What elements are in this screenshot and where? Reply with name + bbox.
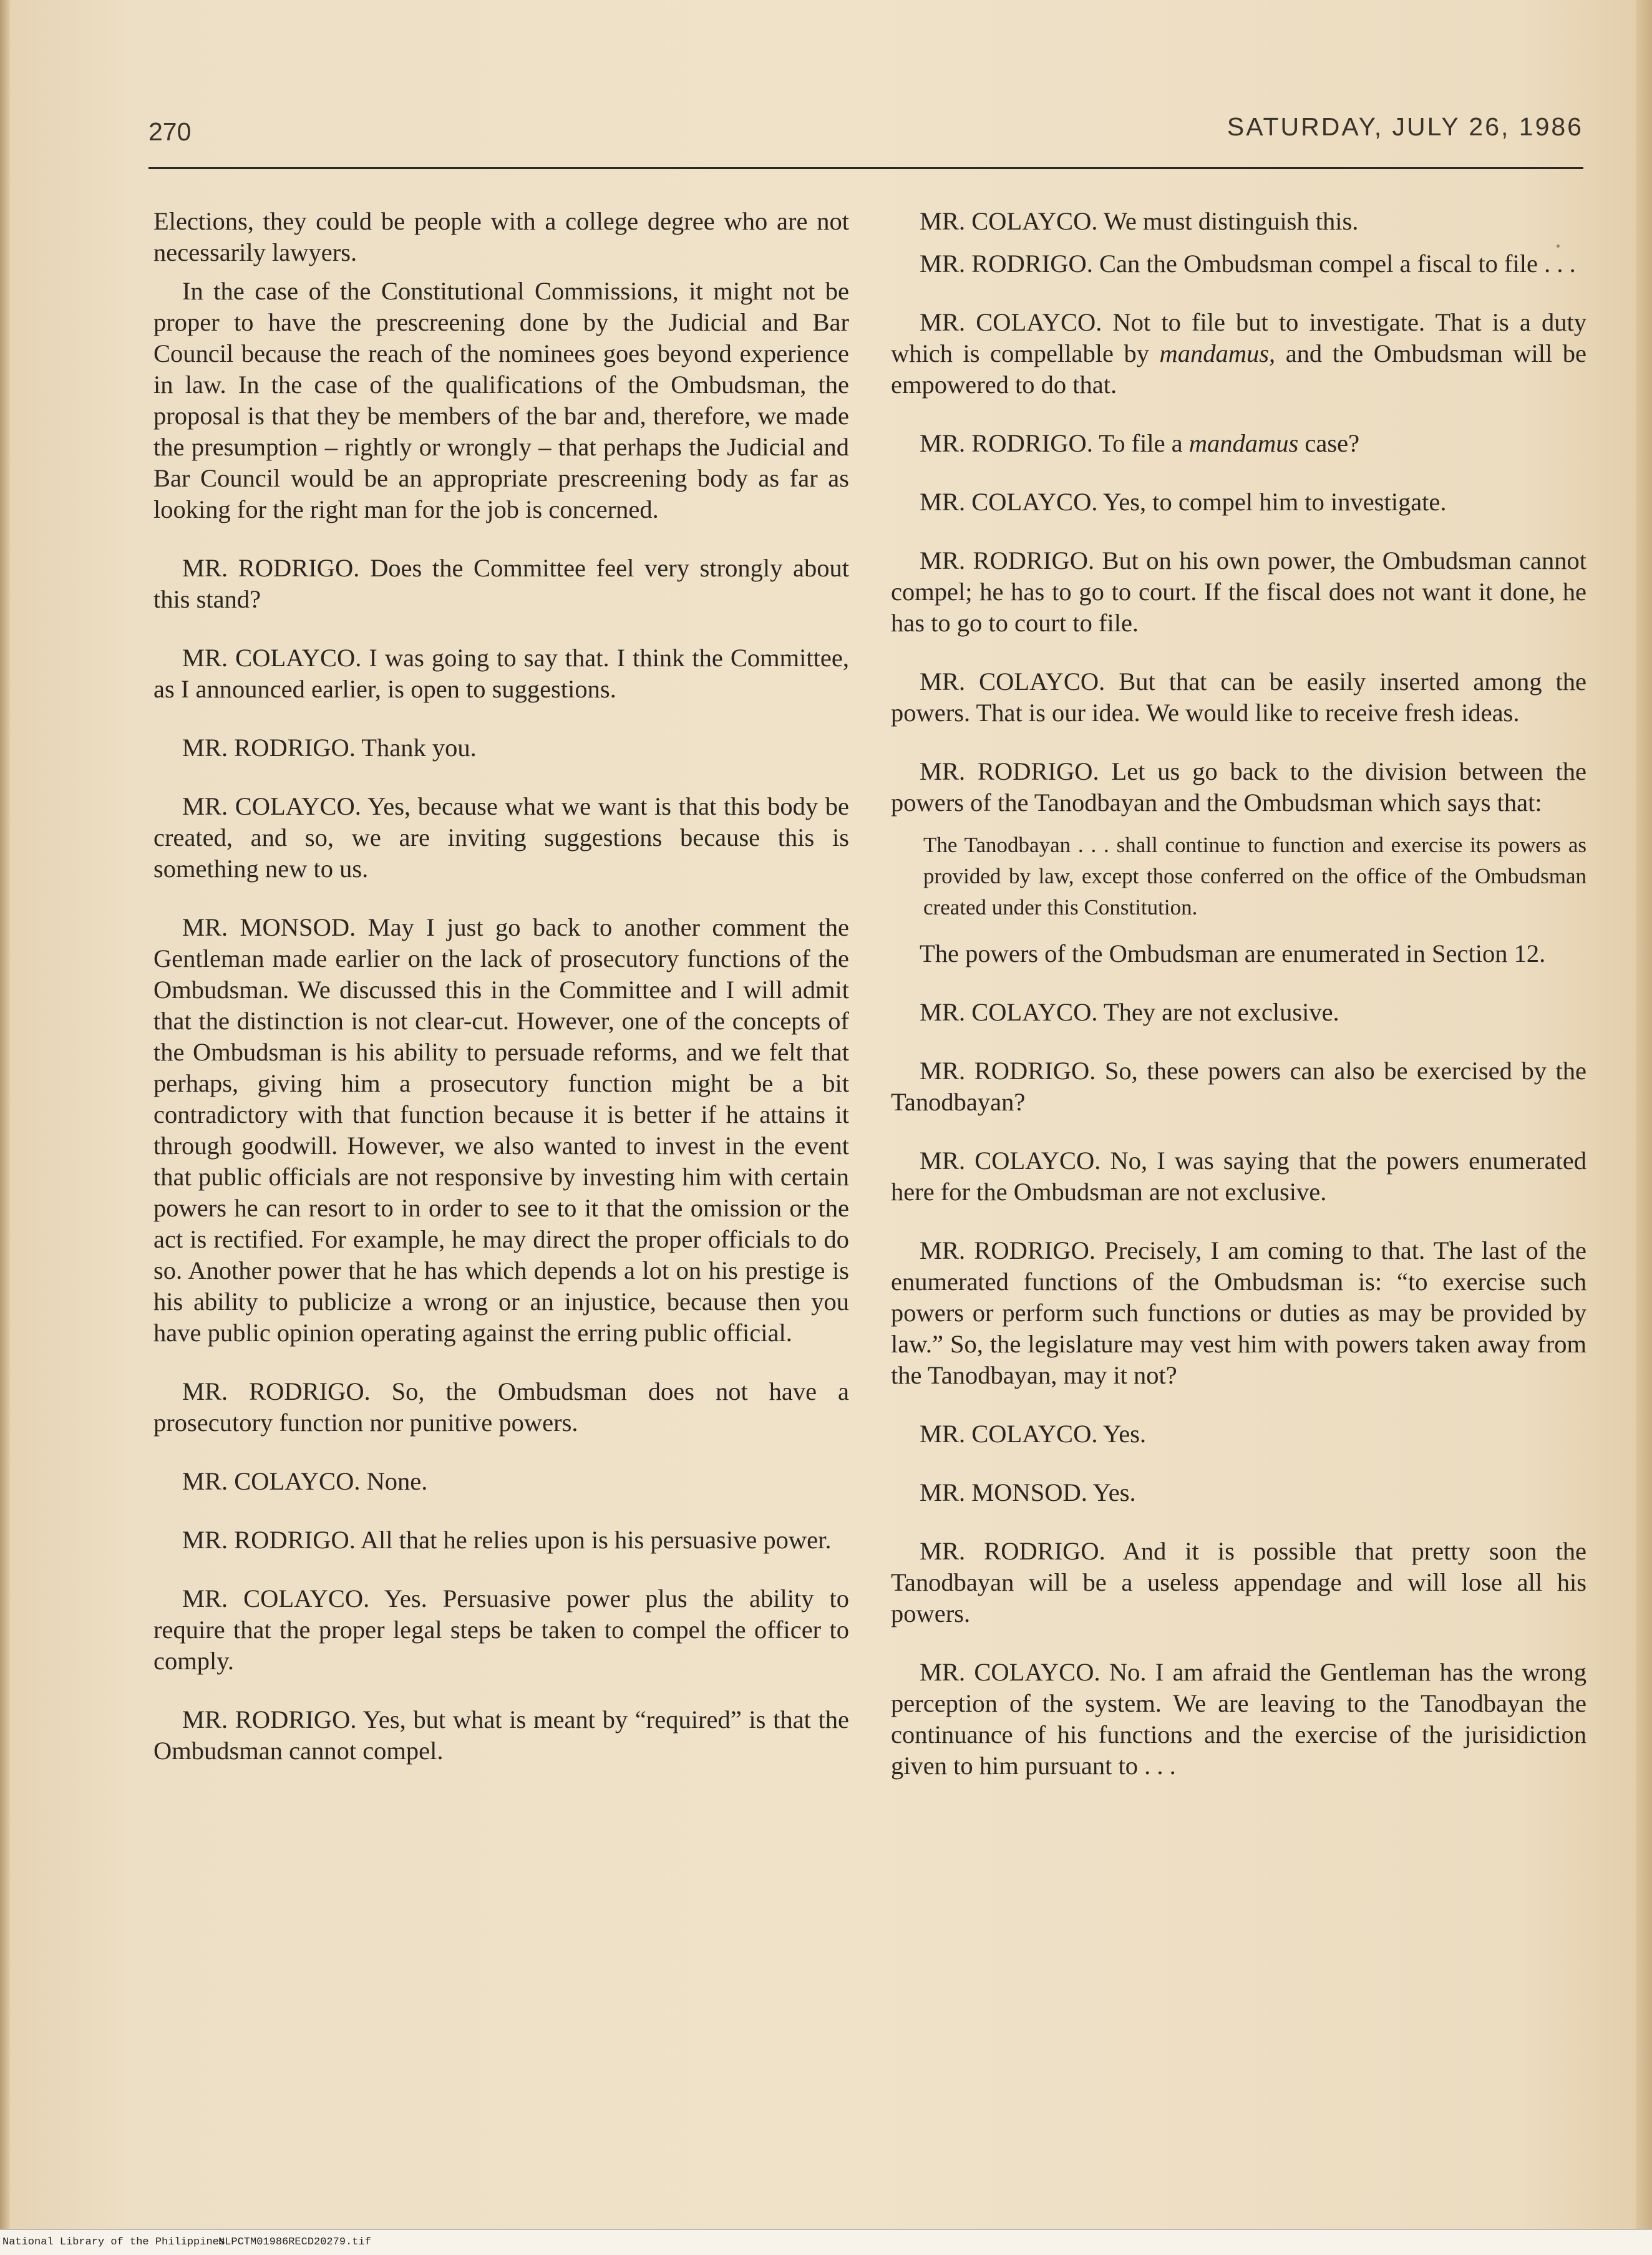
paragraph: MR. RODRIGO. Yes, but what is meant by “required” is that the Ombudsman cannot compel.: [153, 1705, 849, 1765]
latin-term: mandamus,: [1159, 339, 1276, 367]
paragraph: MR. COLAYCO. We must distinguish this.: [920, 207, 1359, 235]
paragraph: MR. COLAYCO. No. I am afraid the Gentleman has the wrong perception of the system. We are leaving to the Tanodbayan the continuance of his functions and the exercise of the jurisidiction given to him pursuant to . . .: [891, 1658, 1586, 1780]
paragraph: MR. COLAYCO. Yes.: [920, 1420, 1147, 1448]
paragraph: MR. MONSOD. Yes.: [920, 1478, 1136, 1506]
header-date: SATURDAY, JULY 26, 1986: [1227, 112, 1583, 141]
paragraph: MR. COLAYCO. Yes, because what we want is that this body be created, and so, we are inviting suggestions because this is something new to us.: [153, 792, 849, 883]
paragraph: MR. COLAYCO. But that can be easily inserted among the powers. That is our idea. We would like to receive fresh ideas.: [891, 667, 1586, 727]
paragraph: MR. MONSOD. May I just go back to another comment the Gentleman made earlier on the lack of prosecutory functions of the Ombudsman. We discussed this in the Committee and I will admit that the distinction is not clear-cut. However, one of the concepts of the Ombudsman is his ability to persuade reforms, and we felt that perhaps, giving him a prosecutory function might be a bit contradictory with that function because it is better if he attains it through goodwill. However, we also wanted to invest in the event that public officials are not responsive by investing him with certain powers he can resort to in order to see to it that the omission or the act is rectified. For example, he may direct the proper officials to do so. Another power that he has which depends a lot on his prestige is his ability to publicize a wrong or an injustice, because then you have public opinion operating against the erring public official.: [153, 913, 849, 1347]
paragraph-text: MR. COLAYCO. Not to file but to investigate. That is a duty which is compellable by: [891, 308, 1586, 367]
paragraph: MR. COLAYCO. They are not exclusive.: [920, 998, 1339, 1026]
paragraph: MR. RODRIGO. Thank you.: [182, 734, 477, 762]
paragraph: MR. COLAYCO. Yes. Persuasive power plus the ability to require that the proper legal steps be taken to compel the officer to comply.: [153, 1584, 849, 1675]
paragraph: MR. COLAYCO. No, I was saying that the powers enumerated here for the Ombudsman are not exclusive.: [891, 1147, 1586, 1206]
paragraph-text: and the Ombudsman will be empowered to do that.: [891, 339, 1586, 399]
block-quote: The Tanodbayan . . . shall continue to function and exercise its powers as provided by law, except those conferred on the office of the Ombudsman created under this Constitution.: [923, 833, 1586, 919]
paragraph: MR. RODRIGO. So, the Ombudsman does not have a prosecutory function nor punitive powers.: [153, 1377, 849, 1437]
page-right-edge: [1636, 0, 1652, 2255]
paragraph: MR. COLAYCO. I was going to say that. I think the Committee, as I announced earlier, is open to suggestions.: [153, 644, 849, 703]
paragraph: MR. RODRIGO. Does the Committee feel very strongly about this stand?: [153, 554, 849, 613]
paragraph-text: case?: [1298, 429, 1360, 457]
paragraph: MR. COLAYCO. Yes, to compel him to investigate.: [920, 488, 1447, 516]
page-header: [148, 112, 1583, 156]
paragraph: [891, 428, 1586, 459]
paragraph-text: MR. RODRIGO. To file a: [920, 429, 1189, 457]
paragraph: Elections, they could be people with a college degree who are not necessarily lawyers.: [153, 207, 849, 266]
paragraph: MR. RODRIGO. Let us go back to the division between the powers of the Tanodbayan and the Ombudsman which says that:: [891, 757, 1586, 817]
scan-footer: [0, 2229, 1652, 2255]
latin-term: mandamus: [1188, 429, 1299, 457]
paragraph: MR. RODRIGO. But on his own power, the Ombudsman cannot compel; he has to go to court. If the fiscal does not want it done, he has to go to court to file.: [891, 546, 1586, 637]
library-credit: National Library of the Philippines: [2, 2236, 226, 2248]
paragraph: MR. RODRIGO. And it is possible that pretty soon the Tanodbayan will be a useless appendage and will lose all his powers.: [891, 1537, 1586, 1627]
paragraph: MR. COLAYCO. None.: [182, 1467, 428, 1495]
header-rule: [148, 167, 1583, 169]
left-column: [153, 206, 849, 1794]
paragraph: MR. RODRIGO. So, these powers can also be exercised by the Tanodbayan?: [891, 1057, 1586, 1116]
paragraph: MR. RODRIGO. Can the Ombudsman compel a fiscal to file . . .: [920, 250, 1576, 278]
paragraph: [891, 307, 1586, 400]
paragraph: MR. RODRIGO. All that he relies upon is his persuasive power.: [182, 1526, 832, 1554]
paragraph: In the case of the Constitutional Commissions, it might not be proper to have the prescreening done by the Judicial and Bar Council because the reach of the nominees goes beyond experience in law. In the case of the qualifications of the Ombudsman, the proposal is that they be members of the bar and, therefore, we made the presumption – rightly or wrongly – that perhaps the Judicial and Bar Council would be an appropriate prescreening body as far as looking for the right man for the job is concerned.: [153, 277, 849, 523]
page-number: 270: [148, 117, 192, 146]
right-column: [891, 206, 1586, 1809]
page-binding-edge: [0, 0, 10, 2255]
paragraph: MR. RODRIGO. Precisely, I am coming to that. The last of the enumerated functions of the Ombudsman is: “to exercise such powers or perform such functions or duties as may be provided by law.” So, the legislature may vest him with powers taken away from the Tanodbayan, may it not?: [891, 1236, 1586, 1389]
paragraph: The powers of the Ombudsman are enumerated in Section 12.: [920, 939, 1546, 967]
scan-filename: NLPCTM01986RECD20279.tif: [218, 2236, 371, 2248]
